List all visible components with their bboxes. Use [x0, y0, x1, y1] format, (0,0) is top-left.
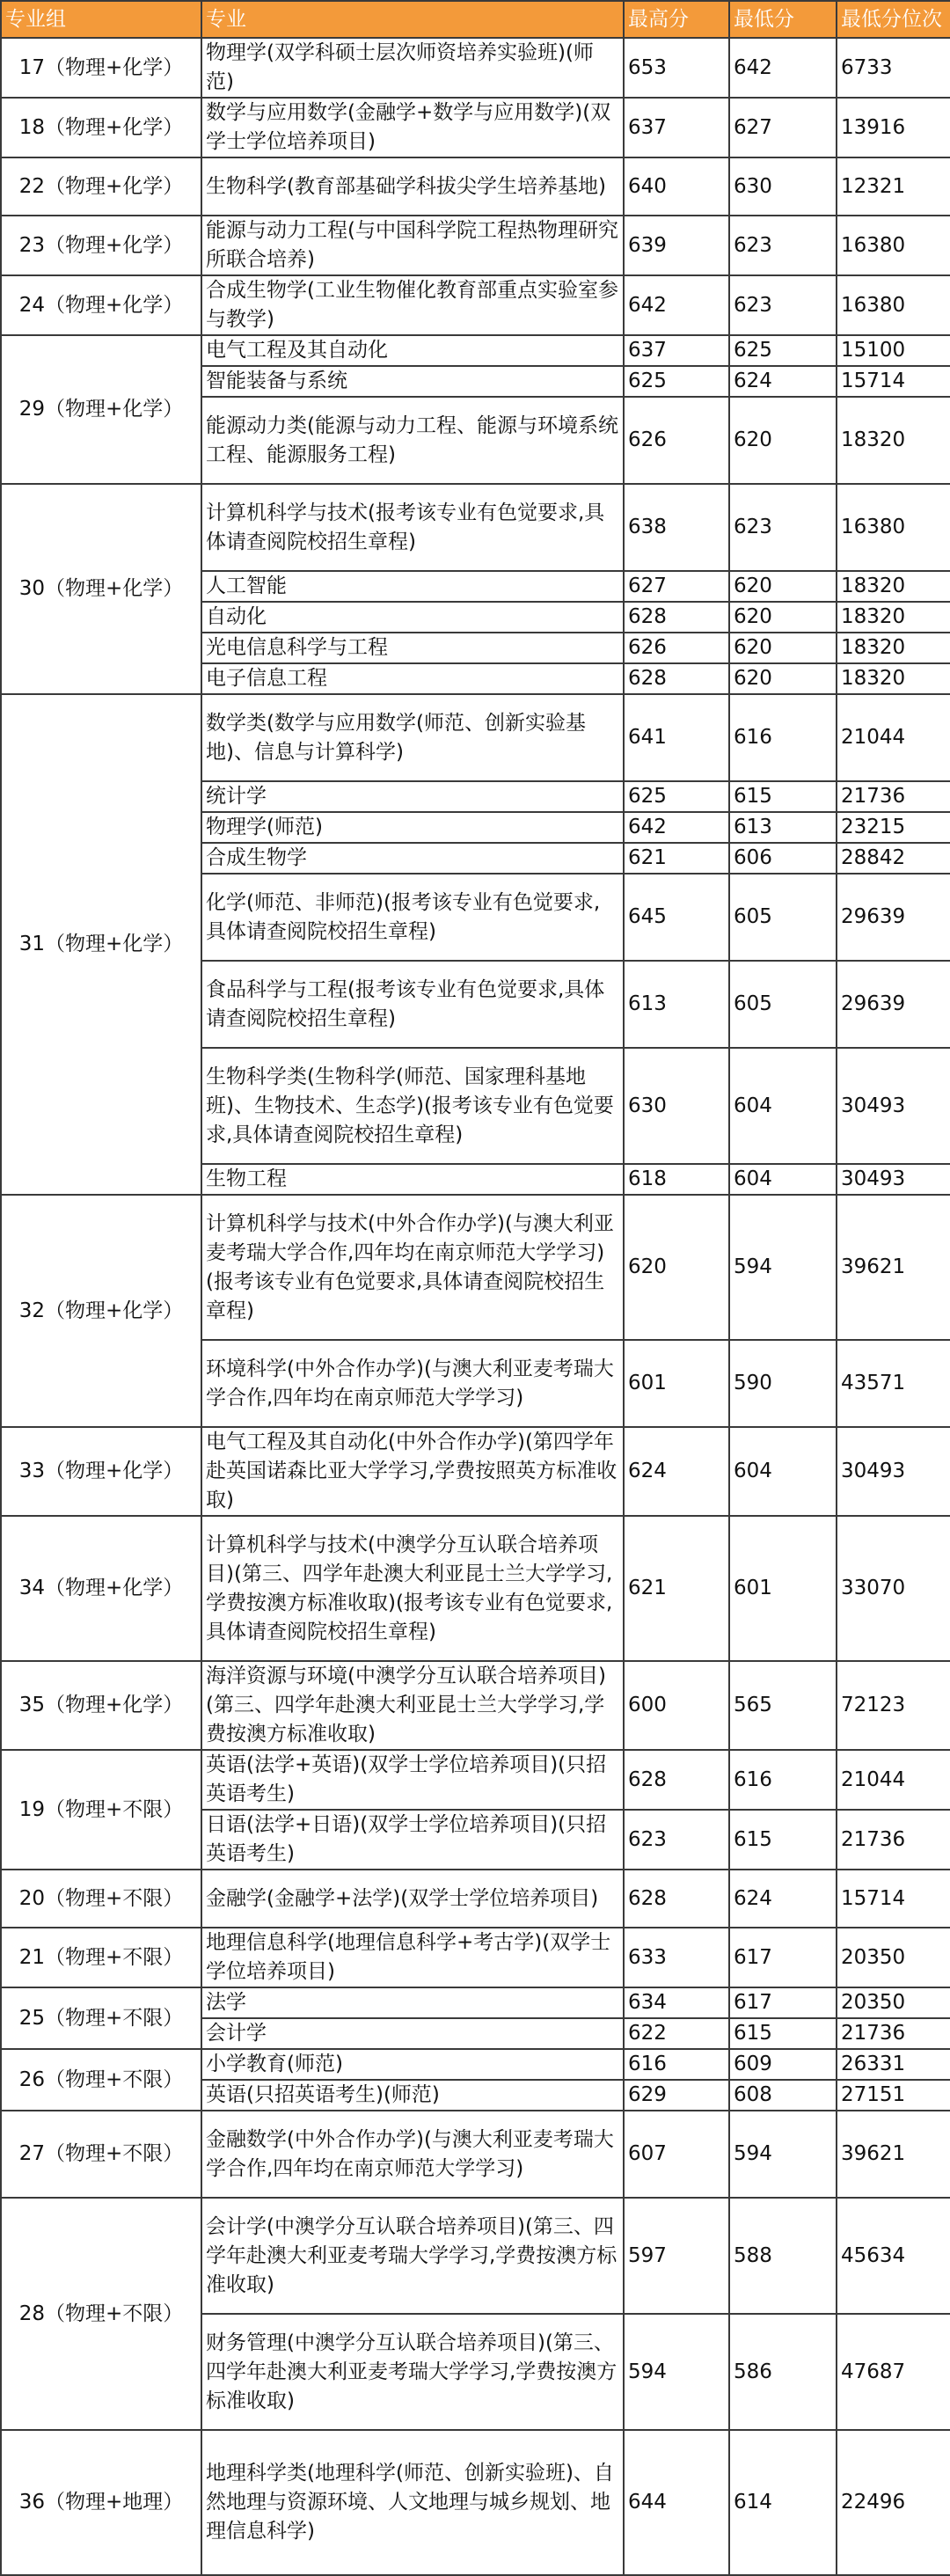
- max-score-cell: 638: [624, 484, 729, 571]
- max-score-cell: 630: [624, 1048, 729, 1164]
- min-score-cell: 620: [729, 663, 837, 694]
- max-score-cell: 642: [624, 812, 729, 843]
- min-score-cell: 601: [729, 1516, 837, 1661]
- group-cell: 32（物理+化学）: [1, 1195, 201, 1427]
- min-score-cell: 609: [729, 2049, 837, 2080]
- table-row: [1, 1195, 950, 1340]
- min-score-cell: 620: [729, 602, 837, 633]
- min-rank-cell: 30493: [837, 1048, 950, 1164]
- max-score-cell: 628: [624, 663, 729, 694]
- major-cell: 化学(师范、非师范)(报考该专业有色觉要求,具体请查阅院校招生章程): [201, 874, 624, 961]
- max-score-cell: 623: [624, 1810, 729, 1870]
- major-cell: 会计学(中澳学分互认联合培养项目)(第三、四学年赴澳大利亚麦考瑞大学学习,学费按澳方标准收取): [201, 2198, 624, 2314]
- table-row: [1, 1516, 950, 1661]
- major-cell: 英语(法学+英语)(双学士学位培养项目)(只招英语考生): [201, 1750, 624, 1810]
- major-cell: 合成生物学(工业生物催化教育部重点实验室参与教学): [201, 275, 624, 335]
- min-rank-cell: 21736: [837, 1810, 950, 1870]
- max-score-cell: 633: [624, 1928, 729, 1987]
- table-row: [1, 1427, 950, 1516]
- group-cell: 27（物理+不限）: [1, 2111, 201, 2198]
- major-cell: 光电信息科学与工程: [201, 633, 624, 663]
- max-score-cell: 601: [624, 1340, 729, 1427]
- min-score-cell: 616: [729, 1750, 837, 1810]
- min-rank-cell: 18320: [837, 397, 950, 484]
- max-score-cell: 597: [624, 2198, 729, 2314]
- max-score-cell: 626: [624, 397, 729, 484]
- max-score-cell: 621: [624, 843, 729, 874]
- min-score-cell: 627: [729, 98, 837, 157]
- max-score-cell: 594: [624, 2314, 729, 2430]
- major-cell: 合成生物学: [201, 843, 624, 874]
- table-row: [1, 2198, 950, 2314]
- table-row: [1, 1870, 950, 1928]
- min-score-cell: 616: [729, 694, 837, 781]
- min-score-cell: 604: [729, 1164, 837, 1195]
- major-cell: 智能装备与系统: [201, 366, 624, 397]
- major-cell: 法学: [201, 1987, 624, 2018]
- major-cell: 计算机科学与技术(中澳学分互认联合培养项目)(第三、四学年赴澳大利亚昆士兰大学学习,学费按澳方标准收取)(报考该专业有色觉要求,具体请查阅院校招生章程): [201, 1516, 624, 1661]
- max-score-cell: 613: [624, 961, 729, 1048]
- max-score-cell: 639: [624, 216, 729, 275]
- max-score-cell: 625: [624, 366, 729, 397]
- table-row: [1, 2049, 950, 2080]
- major-cell: 环境科学(中外合作办学)(与澳大利亚麦考瑞大学合作,四年均在南京师范大学学习): [201, 1340, 624, 1427]
- major-cell: 统计学: [201, 781, 624, 812]
- min-rank-cell: 29639: [837, 874, 950, 961]
- min-rank-cell: 18320: [837, 571, 950, 602]
- min-rank-cell: 30493: [837, 1427, 950, 1516]
- min-score-cell: 620: [729, 633, 837, 663]
- min-score-cell: 590: [729, 1340, 837, 1427]
- min-rank-cell: 72123: [837, 1661, 950, 1750]
- min-rank-cell: 18320: [837, 633, 950, 663]
- header-major: 专业: [201, 1, 624, 38]
- major-cell: 电子信息工程: [201, 663, 624, 694]
- group-cell: 23（物理+化学）: [1, 216, 201, 275]
- min-score-cell: 565: [729, 1661, 837, 1750]
- major-cell: 金融学(金融学+法学)(双学士学位培养项目): [201, 1870, 624, 1928]
- min-rank-cell: 21044: [837, 1750, 950, 1810]
- min-rank-cell: 16380: [837, 275, 950, 335]
- header-row: [1, 1, 950, 38]
- min-score-cell: 586: [729, 2314, 837, 2430]
- min-score-cell: 615: [729, 2018, 837, 2049]
- min-score-cell: 614: [729, 2430, 837, 2575]
- min-score-cell: 617: [729, 1987, 837, 2018]
- major-cell: 生物科学类(生物科学(师范、国家理科基地班)、生物技术、生态学)(报考该专业有色觉要求,具体请查阅院校招生章程): [201, 1048, 624, 1164]
- major-cell: 日语(法学+日语)(双学士学位培养项目)(只招英语考生): [201, 1810, 624, 1870]
- major-cell: 地理科学类(地理科学(师范、创新实验班)、自然地理与资源环境、人文地理与城乡规划、地理信息科学): [201, 2430, 624, 2575]
- max-score-cell: 634: [624, 1987, 729, 2018]
- min-score-cell: 623: [729, 216, 837, 275]
- major-cell: 数学与应用数学(金融学+数学与应用数学)(双学士学位培养项目): [201, 98, 624, 157]
- min-score-cell: 604: [729, 1048, 837, 1164]
- group-cell: 18（物理+化学）: [1, 98, 201, 157]
- table-row: [1, 275, 950, 335]
- major-cell: 物理学(师范): [201, 812, 624, 843]
- major-cell: 地理信息科学(地理信息科学+考古学)(双学士学位培养项目): [201, 1928, 624, 1987]
- major-cell: 计算机科学与技术(报考该专业有色觉要求,具体请查阅院校招生章程): [201, 484, 624, 571]
- major-cell: 人工智能: [201, 571, 624, 602]
- min-score-cell: 623: [729, 484, 837, 571]
- major-cell: 电气工程及其自动化: [201, 335, 624, 366]
- max-score-cell: 629: [624, 2080, 729, 2111]
- min-score-cell: 624: [729, 366, 837, 397]
- max-score-cell: 607: [624, 2111, 729, 2198]
- major-cell: 金融数学(中外合作办学)(与澳大利亚麦考瑞大学合作,四年均在南京师范大学学习): [201, 2111, 624, 2198]
- table-row: [1, 38, 950, 98]
- min-score-cell: 613: [729, 812, 837, 843]
- major-cell: 小学教育(师范): [201, 2049, 624, 2080]
- table-row: [1, 216, 950, 275]
- min-rank-cell: 45634: [837, 2198, 950, 2314]
- group-cell: 34（物理+化学）: [1, 1516, 201, 1661]
- table-row: [1, 335, 950, 366]
- min-rank-cell: 13916: [837, 98, 950, 157]
- group-cell: 22（物理+化学）: [1, 157, 201, 216]
- table-row: [1, 1928, 950, 1987]
- max-score-cell: 641: [624, 694, 729, 781]
- group-cell: 31（物理+化学）: [1, 694, 201, 1195]
- major-cell: 海洋资源与环境(中澳学分互认联合培养项目)(第三、四学年赴澳大利亚昆士兰大学学习,学费按澳方标准收取): [201, 1661, 624, 1750]
- max-score-cell: 628: [624, 1870, 729, 1928]
- major-cell: 生物科学(教育部基础学科拔尖学生培养基地): [201, 157, 624, 216]
- major-cell: 计算机科学与技术(中外合作办学)(与澳大利亚麦考瑞大学合作,四年均在南京师范大学学习)(报考该专业有色觉要求,具体请查阅院校招生章程): [201, 1195, 624, 1340]
- min-rank-cell: 47687: [837, 2314, 950, 2430]
- min-rank-cell: 30493: [837, 1164, 950, 1195]
- major-cell: 生物工程: [201, 1164, 624, 1195]
- min-rank-cell: 43571: [837, 1340, 950, 1427]
- header-min-rank: 最低分位次: [837, 1, 950, 38]
- max-score-cell: 625: [624, 781, 729, 812]
- min-score-cell: 615: [729, 781, 837, 812]
- min-rank-cell: 18320: [837, 663, 950, 694]
- min-rank-cell: 15714: [837, 1870, 950, 1928]
- min-score-cell: 605: [729, 961, 837, 1048]
- min-score-cell: 605: [729, 874, 837, 961]
- major-cell: 食品科学与工程(报考该专业有色觉要求,具体请查阅院校招生章程): [201, 961, 624, 1048]
- table-row: [1, 98, 950, 157]
- max-score-cell: 628: [624, 1750, 729, 1810]
- min-rank-cell: 12321: [837, 157, 950, 216]
- min-rank-cell: 28842: [837, 843, 950, 874]
- min-score-cell: 620: [729, 571, 837, 602]
- group-cell: 20（物理+不限）: [1, 1870, 201, 1928]
- min-rank-cell: 22496: [837, 2430, 950, 2575]
- max-score-cell: 637: [624, 98, 729, 157]
- max-score-cell: 621: [624, 1516, 729, 1661]
- min-rank-cell: 23215: [837, 812, 950, 843]
- max-score-cell: 620: [624, 1195, 729, 1340]
- max-score-cell: 626: [624, 633, 729, 663]
- max-score-cell: 640: [624, 157, 729, 216]
- group-cell: 33（物理+化学）: [1, 1427, 201, 1516]
- max-score-cell: 642: [624, 275, 729, 335]
- min-score-cell: 630: [729, 157, 837, 216]
- min-score-cell: 620: [729, 397, 837, 484]
- min-rank-cell: 39621: [837, 1195, 950, 1340]
- group-cell: 29（物理+化学）: [1, 335, 201, 484]
- table-row: [1, 694, 950, 781]
- max-score-cell: 616: [624, 2049, 729, 2080]
- min-rank-cell: 26331: [837, 2049, 950, 2080]
- min-rank-cell: 21736: [837, 2018, 950, 2049]
- table-row: [1, 1661, 950, 1750]
- max-score-cell: 644: [624, 2430, 729, 2575]
- min-rank-cell: 20350: [837, 1987, 950, 2018]
- header-group: 专业组: [1, 1, 201, 38]
- group-cell: 30（物理+化学）: [1, 484, 201, 694]
- major-cell: 英语(只招英语考生)(师范): [201, 2080, 624, 2111]
- group-cell: 24（物理+化学）: [1, 275, 201, 335]
- table-row: [1, 1987, 950, 2018]
- table-row: [1, 2111, 950, 2198]
- max-score-cell: 618: [624, 1164, 729, 1195]
- major-cell: 会计学: [201, 2018, 624, 2049]
- min-score-cell: 588: [729, 2198, 837, 2314]
- group-cell: 19（物理+不限）: [1, 1750, 201, 1870]
- min-score-cell: 594: [729, 1195, 837, 1340]
- min-rank-cell: 15100: [837, 335, 950, 366]
- min-rank-cell: 21736: [837, 781, 950, 812]
- major-cell: 电气工程及其自动化(中外合作办学)(第四学年赴英国诺森比亚大学学习,学费按照英方标准收取): [201, 1427, 624, 1516]
- min-score-cell: 608: [729, 2080, 837, 2111]
- group-cell: 21（物理+不限）: [1, 1928, 201, 1987]
- max-score-cell: 624: [624, 1427, 729, 1516]
- min-score-cell: 617: [729, 1928, 837, 1987]
- min-rank-cell: 18320: [837, 602, 950, 633]
- min-score-cell: 606: [729, 843, 837, 874]
- group-cell: 36（物理+地理）: [1, 2430, 201, 2575]
- table-row: [1, 1750, 950, 1810]
- max-score-cell: 600: [624, 1661, 729, 1750]
- major-cell: 数学类(数学与应用数学(师范、创新实验基地)、信息与计算科学): [201, 694, 624, 781]
- min-score-cell: 623: [729, 275, 837, 335]
- min-rank-cell: 29639: [837, 961, 950, 1048]
- min-rank-cell: 27151: [837, 2080, 950, 2111]
- group-cell: 35（物理+化学）: [1, 1661, 201, 1750]
- group-cell: 26（物理+不限）: [1, 2049, 201, 2111]
- group-cell: 25（物理+不限）: [1, 1987, 201, 2049]
- min-rank-cell: 20350: [837, 1928, 950, 1987]
- min-rank-cell: 39621: [837, 2111, 950, 2198]
- min-rank-cell: 21044: [837, 694, 950, 781]
- max-score-cell: 637: [624, 335, 729, 366]
- max-score-cell: 627: [624, 571, 729, 602]
- min-score-cell: 642: [729, 38, 837, 98]
- table-row: [1, 157, 950, 216]
- min-rank-cell: 15714: [837, 366, 950, 397]
- header-max-score: 最高分: [624, 1, 729, 38]
- max-score-cell: 645: [624, 874, 729, 961]
- major-cell: 财务管理(中澳学分互认联合培养项目)(第三、四学年赴澳大利亚麦考瑞大学学习,学费按澳方标准收取): [201, 2314, 624, 2430]
- min-rank-cell: 6733: [837, 38, 950, 98]
- header-min-score: 最低分: [729, 1, 837, 38]
- min-score-cell: 594: [729, 2111, 837, 2198]
- group-cell: 28（物理+不限）: [1, 2198, 201, 2430]
- max-score-cell: 628: [624, 602, 729, 633]
- major-cell: 能源动力类(能源与动力工程、能源与环境系统工程、能源服务工程): [201, 397, 624, 484]
- min-rank-cell: 16380: [837, 216, 950, 275]
- min-rank-cell: 33070: [837, 1516, 950, 1661]
- major-cell: 能源与动力工程(与中国科学院工程热物理研究所联合培养): [201, 216, 624, 275]
- table-row: [1, 2430, 950, 2575]
- min-score-cell: 604: [729, 1427, 837, 1516]
- min-score-cell: 625: [729, 335, 837, 366]
- min-score-cell: 615: [729, 1810, 837, 1870]
- max-score-cell: 622: [624, 2018, 729, 2049]
- group-cell: 17（物理+化学）: [1, 38, 201, 98]
- major-cell: 自动化: [201, 602, 624, 633]
- major-cell: 物理学(双学科硕士层次师资培养实验班)(师范): [201, 38, 624, 98]
- max-score-cell: 653: [624, 38, 729, 98]
- table-row: [1, 484, 950, 571]
- min-score-cell: 624: [729, 1870, 837, 1928]
- min-rank-cell: 16380: [837, 484, 950, 571]
